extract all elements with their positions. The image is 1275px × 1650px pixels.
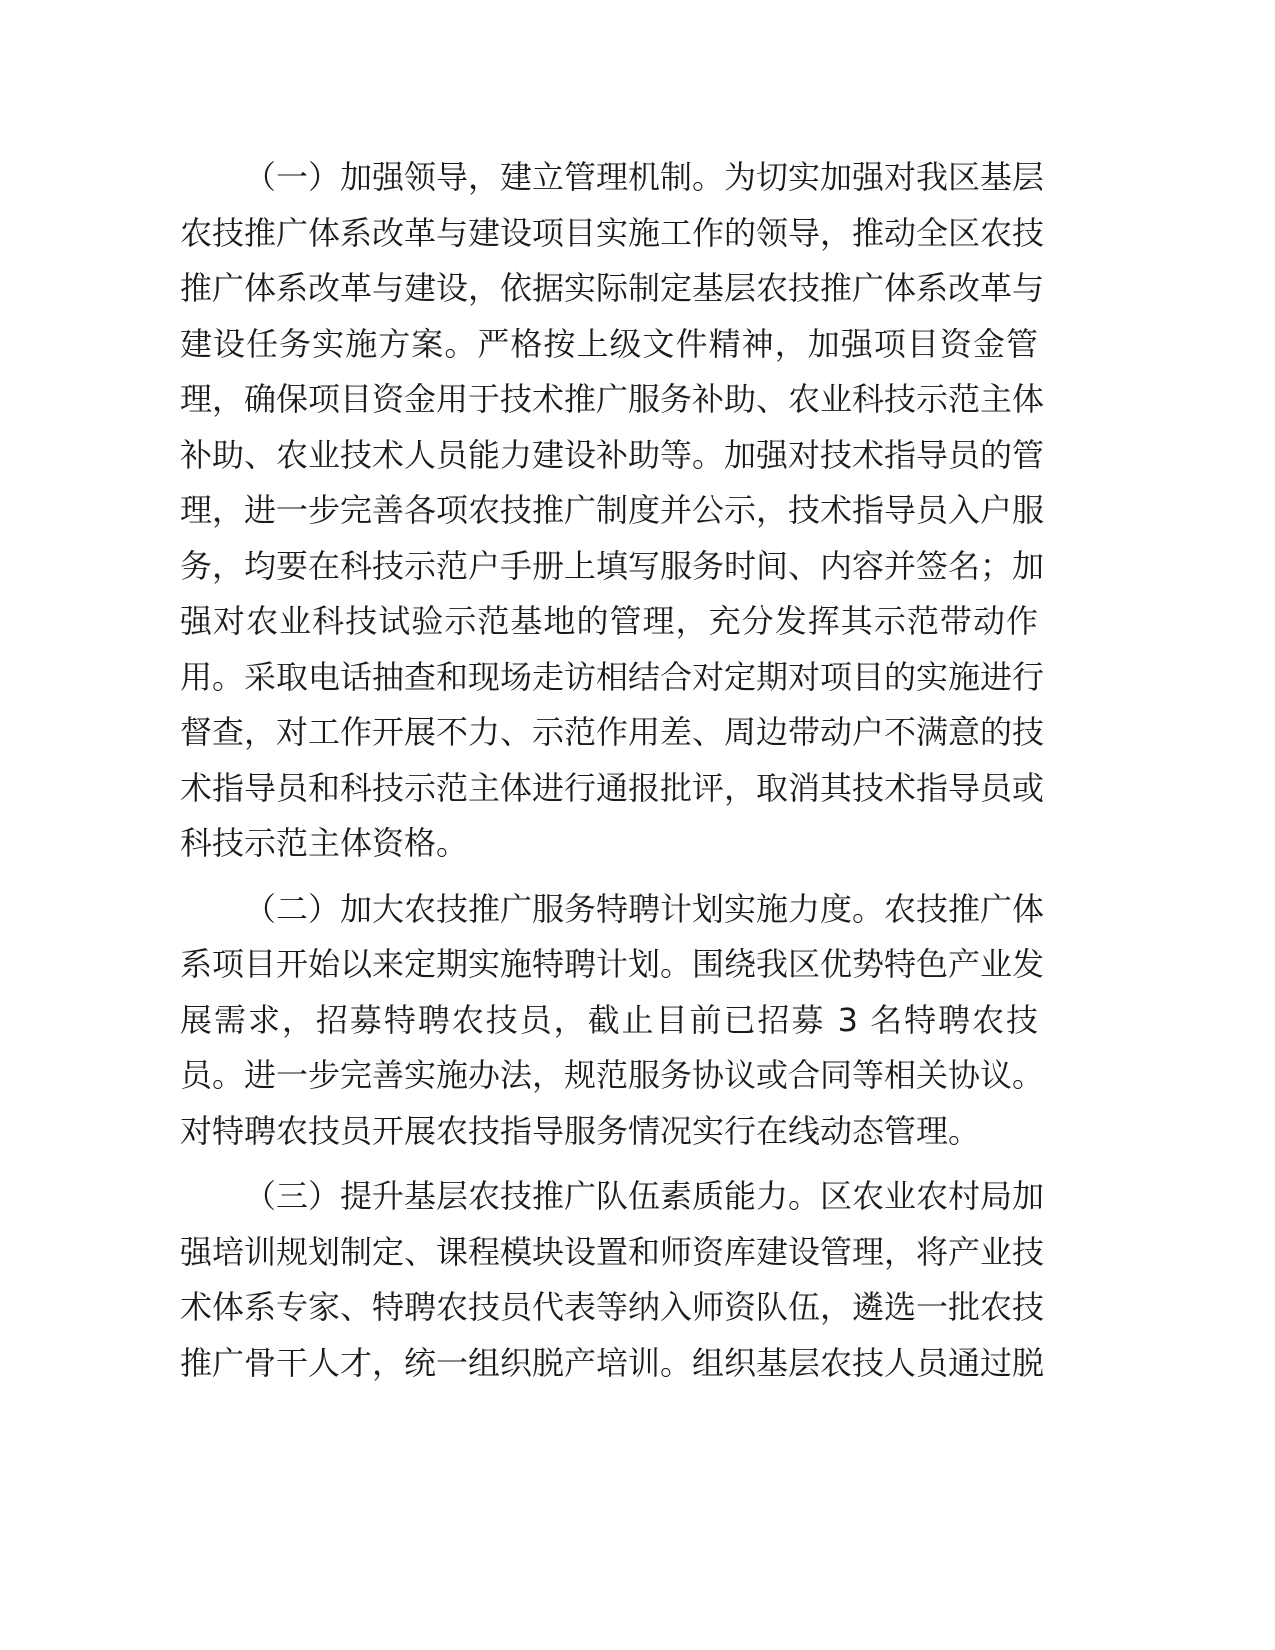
- paragraph-line: 农技推广体系改革与建设项目实施工作的领导，推动全区农技: [180, 213, 1045, 252]
- paragraph-line: （二）加大农技推广服务特聘计划实施力度。农技推广体: [244, 889, 1045, 928]
- paragraph-line: 推广体系改革与建设，依据实际制定基层农技推广体系改革与: [180, 269, 1045, 307]
- paragraph-1: [180, 150, 1045, 872]
- paragraph-line: 强培训规划制定、课程模块设置和师资库建设管理，将产业技: [180, 1232, 1045, 1271]
- paragraph-line: 系项目开始以来定期实施特聘计划。围绕我区优势特色产业发: [180, 945, 1045, 983]
- paragraph-line: 推广骨干人才，统一组织脱产培训。组织基层农技人员通过脱: [180, 1343, 1045, 1382]
- paragraph-line: （一）加强领导，建立管理机制。为切实加强对我区基层: [244, 158, 1045, 196]
- paragraph-line: 员。进一步完善实施办法，规范服务协议或合同等相关协议。: [180, 1056, 1045, 1094]
- paragraph-line: 理，确保项目资金用于技术推广服务补助、农业科技示范主体: [180, 380, 1045, 418]
- paragraph-line: 建设任务实施方案。严格按上级文件精神，加强项目资金管: [180, 324, 1038, 363]
- paragraph-3: [180, 1169, 1045, 1391]
- paragraph-line: 术体系专家、特聘农技员代表等纳入师资队伍，遴选一批农技: [180, 1288, 1045, 1326]
- paragraph-line: 科技示范主体资格。: [180, 824, 469, 862]
- paragraph-2: [180, 882, 1045, 1160]
- paragraph-line: 理，进一步完善各项农技推广制度并公示，技术指导员入户服: [180, 491, 1045, 529]
- paragraph-line: 用。采取电话抽查和现场走访相结合对定期对项目的实施进行: [180, 657, 1045, 696]
- paragraph-line: 强对农业科技试验示范基地的管理，充分发挥其示范带动作: [180, 602, 1038, 640]
- paragraph-line: 术指导员和科技示范主体进行通报批评，取消其技术指导员或: [180, 768, 1045, 807]
- paragraph-line: 展需求，招募特聘农技员，截止目前已招募 3 名特聘农技: [180, 1000, 1038, 1039]
- paragraph-line: （三）提升基层农技推广队伍素质能力。区农业农村局加: [244, 1177, 1045, 1215]
- paragraph-line: 务，均要在科技示范户手册上填写服务时间、内容并签名；加: [180, 546, 1045, 585]
- paragraph-line: 补助、农业技术人员能力建设补助等。加强对技术指导员的管: [180, 435, 1045, 474]
- document-body: [180, 150, 1045, 1391]
- paragraph-line: 督查，对工作开展不力、示范作用差、周边带动户不满意的技: [180, 713, 1045, 751]
- paragraph-line: 对特聘农技员开展农技指导服务情况实行在线动态管理。: [180, 1111, 981, 1150]
